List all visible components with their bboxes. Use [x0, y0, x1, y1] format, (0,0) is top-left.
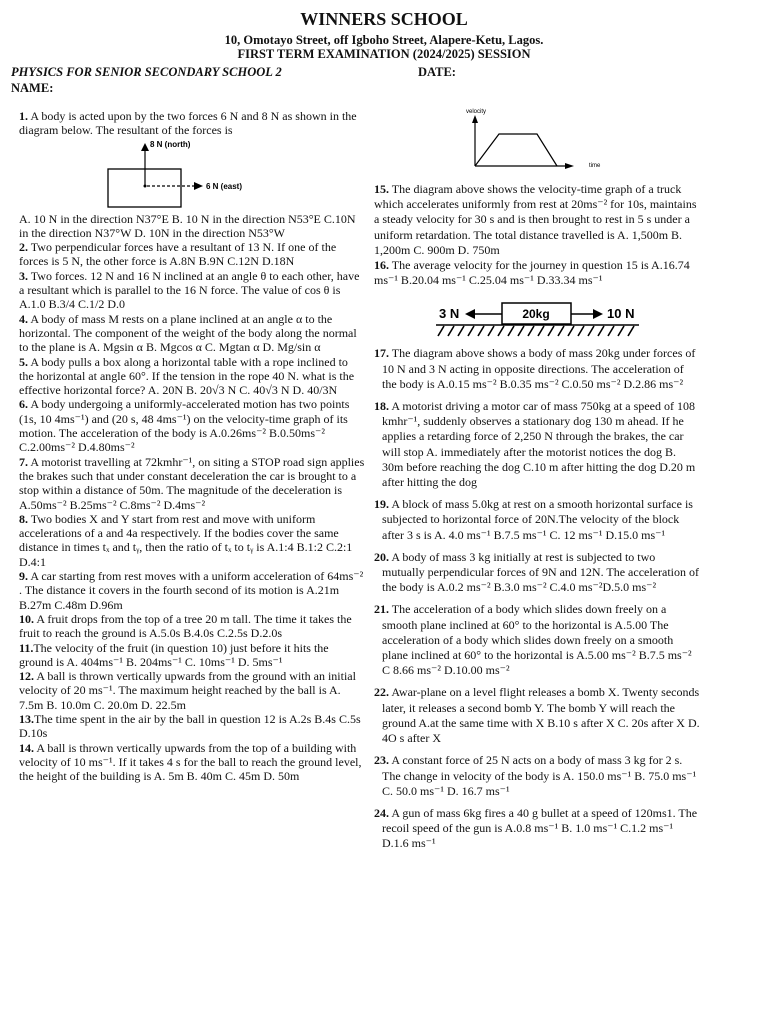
question-number: 3.	[19, 268, 28, 283]
question-text: A ball is thrown vertically upwards from the top of a building with velocity of 10 ms⁻¹. If it takes 4 s for the ball to reach the ground level, the height of the building is A. 5m B. 40m C. 45m D. 50m	[19, 740, 362, 784]
left-arrowhead	[465, 309, 475, 319]
question-text: A motorist driving a motor car of mass 750kg at a speed of 108 kmhr⁻¹, suddenly observes a stationary dog 130 m ahead. If he applies a retarding force of 2,250 N through the brakes, the car will stop A. immediately after the motorist notices the dog B. 30m before reaching the dog C.10 m after hitting the dog D.20 m after hitting the dog	[382, 399, 696, 490]
question-17	[374, 346, 700, 392]
hatch-mark	[458, 326, 464, 336]
ground-hatching	[438, 326, 634, 336]
left-force-label: 3 N	[439, 306, 460, 322]
question-number: 5.	[19, 354, 28, 369]
question-text: The acceleration of a body which slides down freely on a smooth plane inclined at 60° to the horizontal is A.5.00 The acceleration of a body which slides down freely on a smooth plane inclined at 60° to the horizontal is A.5.00 ms⁻² B.7.5 ms⁻² C 8.66 ms⁻² D.10.00 ms⁻²	[382, 602, 692, 678]
question-19	[374, 497, 700, 543]
question-7	[19, 455, 365, 512]
hatch-mark	[518, 326, 524, 336]
question-20	[374, 550, 700, 596]
question-11	[19, 641, 365, 670]
velocity-time-graph	[458, 104, 608, 170]
east-force-label: 6 N (east)	[206, 181, 243, 191]
question-text: A car starting from rest moves with a uniform acceleration of 64ms⁻² . The distance it covers in the fourth second of its motion is A.21m B.27m C.48m D.96m	[19, 569, 364, 612]
question-text: A body of mass M rests on a plane inclined at an angle α to the horizontal. The component of the weight of the body along the normal to the plane is A. Mgsin α B. Mgcos α C. Mgtan α D. Mg/sin α	[19, 311, 357, 355]
question-number: 12.	[19, 669, 34, 684]
question-15	[374, 182, 700, 258]
hatch-mark	[568, 326, 574, 336]
question-4	[19, 312, 365, 355]
question-9	[19, 569, 365, 612]
question-8	[19, 512, 365, 569]
question-number: 2.	[19, 240, 28, 255]
question-number: 1.	[19, 109, 28, 123]
hatch-mark	[548, 326, 554, 336]
question-number: 22.	[374, 685, 389, 700]
question-24	[374, 806, 700, 852]
question-number: 8.	[19, 511, 28, 526]
question-2	[19, 240, 365, 269]
velocity-axis-label: velocity	[466, 109, 487, 115]
question-18	[374, 399, 700, 490]
mass-label: 20kg	[522, 307, 550, 322]
velocity-trace	[475, 134, 557, 166]
question-6	[19, 397, 365, 454]
right-arrowhead	[593, 309, 603, 319]
question-number: 10.	[19, 611, 34, 626]
question-text: Two perpendicular forces have a resultant of 13 N. If one of the forces is 5 N, the other force is A.8N B.9N C.12N D.18N	[19, 240, 337, 269]
question-text: A body undergoing a uniformly-accelerated motion has two points (1s, 10 4ms⁻¹) and (20 s, 48 4ms⁻¹) on the velocity-time graph of its motion. The acceleration of the body is A.0.26ms⁻² B.0.50ms⁻² C.2.00ms⁻² D.4.80ms⁻²	[19, 397, 350, 455]
question-number: 11.	[19, 640, 34, 655]
question-16	[374, 258, 700, 288]
north-arrowhead	[141, 143, 149, 151]
question-number: 15.	[374, 182, 389, 196]
question-number: 18.	[374, 399, 389, 414]
date-label: DATE:	[418, 65, 456, 79]
school-address: 10, Omotayo Street, off Igboho Street, Alapere-Ketu, Lagos.	[224, 33, 544, 47]
question-text: A motorist travelling at 72kmhr⁻¹, on siting a STOP road sign applies the brakes such that under constant deceleration the car is brought to a stop within a distance of 50m. The magnitude of the deceleration is A.50ms⁻² B.25ms⁻² C.8ms⁻² D.4ms⁻²	[19, 454, 365, 512]
question-number: 14.	[19, 740, 34, 755]
question-number: 4.	[19, 311, 28, 326]
hatch-mark	[438, 326, 444, 336]
question-23	[374, 753, 700, 799]
question-number: 23.	[374, 753, 389, 768]
question-text: A ball is thrown vertically upwards from the ground with an initial velocity of 20 ms⁻¹. The maximum height reached by the ball is A. 7.5m B. 10.0m C. 20.0m D. 22.5m	[19, 669, 356, 712]
question-text: A fruit drops from the top of a tree 20 m tall. The time it takes the fruit to reach the ground is A.5.0s B.4.0s C.2.5s D.2.0s	[19, 611, 352, 641]
question-number: 16.	[374, 258, 389, 273]
time-axis-arrowhead	[565, 163, 574, 169]
question-22	[374, 685, 700, 746]
question-number: 13.	[19, 711, 34, 726]
exam-title: FIRST TERM EXAMINATION (2024/2025) SESSION	[237, 47, 531, 61]
hatch-mark	[478, 326, 484, 336]
question-text: A body of mass 3 kg initially at rest is subjected to two mutually perpendicular forces of 9N and 12N. The acceleration of the body is A.0.2 ms⁻² B.3.0 ms⁻² C.4.0 ms⁻²D.5.0 ms⁻²	[382, 549, 699, 595]
question-5	[19, 355, 365, 398]
question-text: A body pulls a box along a horizontal table with a rope inclined to the horizontal at angle 60°. If the tension in the rope 40 N. what is the effective horizontal force? A. 20N B. 20√3 N C. 40√3 N D. 40/3N	[19, 354, 355, 398]
question-text: Awar-plane on a level flight releases a bomb X. Twenty seconds later, it releases a second bomb Y. The bomb Y will reach the ground A.at the same time with X B.10 s after X C. 20s after X D. 4O s after X	[382, 685, 700, 746]
question-text: The diagram above shows a body of mass 20kg under forces of 10 N and 3 N acting in opposite directions. The acceleration of the body is A.0.15 ms⁻² B.0.35 ms⁻² C.0.50 ms⁻² D.2.86 ms⁻²	[382, 346, 696, 391]
hatch-mark	[488, 326, 494, 336]
left-column	[19, 109, 365, 783]
north-force-label: 8 N (north)	[150, 139, 191, 149]
origin-dot	[144, 184, 147, 187]
question-10	[19, 612, 365, 641]
time-axis-label: time	[589, 163, 601, 169]
question-text: Two bodies X and Y start from rest and move with uniform accelerations of a and 4a respectively. If the bodies cover the same distance in times tₓ and tᵧ, then the ratio of tₓ to tᵧ is A.1:4 B.1:2 C.2:1 D.4:1	[19, 511, 353, 569]
question-1	[19, 109, 365, 138]
question-text: A body is acted upon by the two forces 6 N and 8 N as shown in the diagram below. The resultant of the forces is	[19, 109, 357, 138]
question-text: A gun of mass 6kg fires a 40 g bullet at a speed of 120ms1. The recoil speed of the gun is A.0.8 ms⁻¹ B. 1.0 ms⁻¹ C.1.2 ms⁻¹ D.1.6 ms⁻¹	[382, 805, 698, 851]
hatch-mark	[528, 326, 534, 336]
hatch-mark	[628, 326, 634, 336]
question-number: 6.	[19, 397, 28, 412]
question-number: 24.	[374, 805, 389, 820]
question-text: The velocity of the fruit (in question 10) just before it hits the ground is A. 404ms⁻¹ B. 204ms⁻¹ C. 10ms⁻¹ D. 5ms⁻¹	[19, 640, 329, 669]
hatch-mark	[558, 326, 564, 336]
forces-diagram	[19, 138, 365, 212]
velocity-axis-arrowhead	[472, 115, 478, 123]
question-12	[19, 669, 365, 712]
question-number: 19.	[374, 497, 389, 512]
question-text: The time spent in the air by the ball in question 12 is A.2s B.4s C.5s D.10s	[19, 711, 361, 741]
hatch-mark	[538, 326, 544, 336]
school-name: WINNERS SCHOOL	[300, 9, 468, 29]
right-force-label: 10 N	[607, 306, 635, 322]
question-number: 17.	[374, 346, 389, 361]
question-text: Two forces. 12 N and 16 N inclined at an angle θ to each other, have a resultant which is parallel to the 16 N force. The value of cos θ is A.1.0 B.3/4 C.1/2 D.0	[19, 268, 360, 312]
question-text: The diagram above shows the velocity-time graph of a truck which accelerates uniformly from rest at 20ms⁻² for 10s, maintains a steady velocity for 30 s and is then brought to rest in 5 s under a uniform retardation. The total distance travelled is A. 1,500m B. 1,200m C. 900m D. 750m	[374, 182, 697, 257]
hatch-mark	[598, 326, 604, 336]
hatch-mark	[508, 326, 514, 336]
name-label: NAME:	[11, 81, 54, 95]
question-14	[19, 741, 365, 784]
question-13	[19, 712, 365, 741]
question-text: A constant force of 25 N acts on a body of mass 3 kg for 2 s. The change in velocity of the body is A. 150.0 ms⁻¹ B. 75.0 ms⁻¹ C. 50.0 ms⁻¹ D. 16.7 ms⁻¹	[382, 753, 697, 798]
right-column	[374, 182, 700, 859]
question-3	[19, 269, 365, 312]
hatch-mark	[618, 326, 624, 336]
subject-line: PHYSICS FOR SENIOR SECONDARY SCHOOL 2	[11, 65, 282, 79]
hatch-mark	[498, 326, 504, 336]
question-text: The average velocity for the journey in question 15 is A.16.74 ms⁻¹ B.20.04 ms⁻¹ C.25.04 ms⁻¹ D.33.34 ms⁻¹	[374, 258, 690, 288]
question-21	[374, 602, 700, 678]
east-arrowhead	[194, 182, 203, 190]
hatch-mark	[578, 326, 584, 336]
question-number: 9.	[19, 569, 28, 584]
question-number: 20.	[374, 549, 389, 564]
hatch-mark	[448, 326, 454, 336]
mass-forces-diagram	[374, 292, 700, 338]
hatch-mark	[468, 326, 474, 336]
question-number: 7.	[19, 454, 28, 469]
question-1-options	[19, 212, 365, 241]
hatch-mark	[588, 326, 594, 336]
question-text: A. 10 N in the direction N37°E B. 10 N in the direction N53°E C.10N in the direction N37°W D. 10N in the direction N53°W	[19, 211, 356, 240]
question-text: A block of mass 5.0kg at rest on a smooth horizontal surface is subjected to horizontal force of 20N.The velocity of the block after 3 s is A. 4.0 ms⁻¹ B.7.5 ms⁻¹ C. 12 ms⁻¹ D.15.0 ms⁻¹	[382, 497, 693, 542]
question-number: 21.	[374, 602, 389, 617]
hatch-mark	[608, 326, 614, 336]
